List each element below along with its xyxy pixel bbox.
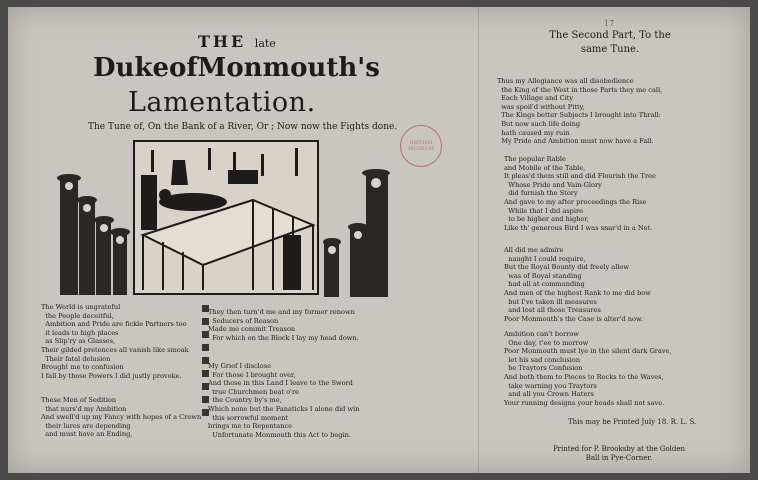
verse-right-1: Thus my Allegiance was all disobedience the King of the West in those Parts they me call, Each Village and City was spoil'd without Pitty, The Kings better Subjects I brought into Thrall: But now such life doing hath caused my ruin My Pride and Ambition must now have a Fall. bbox=[497, 77, 663, 146]
title-duke bbox=[93, 53, 380, 83]
second-part-title-line-2: same Tune. bbox=[580, 44, 640, 55]
imprint-line-1: Printed for P. Brooksby at the Golden bbox=[552, 445, 686, 453]
verse-mid-2: My Grief I disclose For those I brought over, And those in this Land I leave to the Sword true Churchmen beat o're the Country by's me, Which none but the Fanaticks I alone did win this sorrowful moment brings me to Repentance Unfortunate Monmouth this Act to begin. bbox=[208, 362, 360, 439]
fold-line bbox=[478, 7, 479, 473]
verse-right-2: The popular Rable and Mobile of the Table, It pleas'd them still and did Flourish the Tree Whose Pride and Vain-Glory did furnish the Story And gave to my after proceedings the Rise While that I did aspire to be higher and higher, Like th' generous Bird I was snar'd in a Net. bbox=[504, 155, 656, 232]
verse-right-4: Ambition can't borrow One day, t'ee to morrow Poor Monmouth must lye in the silent dark Grave, let his sad conclusion be Traytors Confusion And both them to Pieces to Rocks to the Waves, take warning you Traytors and all you Crown Haters Your running designs your heads shall not save. bbox=[504, 330, 672, 407]
crowd-left-woodcut bbox=[52, 172, 134, 295]
museum-stamp-text: BRITISH MUSEUM bbox=[408, 140, 434, 152]
imprint bbox=[544, 445, 694, 463]
verse-mid-1: They then turn'd me and my former renown Seducers of Reason Made me commit Treason For which on the Block I lay my head down. bbox=[208, 308, 359, 342]
title-word-monmouth: Monmouth's bbox=[197, 53, 380, 83]
title-lamentation: Lamentation. bbox=[128, 87, 316, 118]
second-part-title bbox=[530, 29, 690, 57]
corner-mark: 17 bbox=[604, 19, 615, 28]
museum-stamp bbox=[400, 125, 442, 167]
verse-right-3: All did me admire naught I could require, But the Royal Bounty did freely allow was of Royal standing had all at commanding And men of the highest Rank to me did bow but I've taken ill measures and lost all those Treasures Poor Monmouth's the Case is alter'd now. bbox=[504, 246, 651, 323]
license-note: This may be Printed July 18. R. L. S. bbox=[568, 418, 697, 426]
second-part-title-line-1: The Second Part, To the bbox=[549, 30, 671, 41]
title-the: THE late bbox=[198, 32, 276, 51]
tune-line: The Tune of, On the Bank of a River, Or ; Now now the Fights done. bbox=[88, 122, 398, 132]
verse-left-1: The World is ungrateful the People deceitful, Ambition and Pride are fickle Partners too it leads to high places as Slip'ry as Glasses, Their gilded pretences all vanish like smoak Their fatal delusion Brought me to confusion I fall by those Powers I did justly provoke. bbox=[41, 303, 189, 380]
title-word-duke: Duke bbox=[93, 53, 170, 83]
imprint-line-2: Ball in Pye-Corner. bbox=[585, 454, 653, 462]
execution-woodcut bbox=[133, 140, 319, 295]
verse-left-2: These Men of Sedition that nurs'd my Ambition And swell'd up my Fancy with hopes of a Crown their lures are depending and must have an Ending, bbox=[41, 396, 202, 439]
crowd-right-woodcut bbox=[318, 167, 398, 297]
broadside-sheet bbox=[8, 7, 750, 473]
title-word-of: of bbox=[169, 53, 198, 83]
